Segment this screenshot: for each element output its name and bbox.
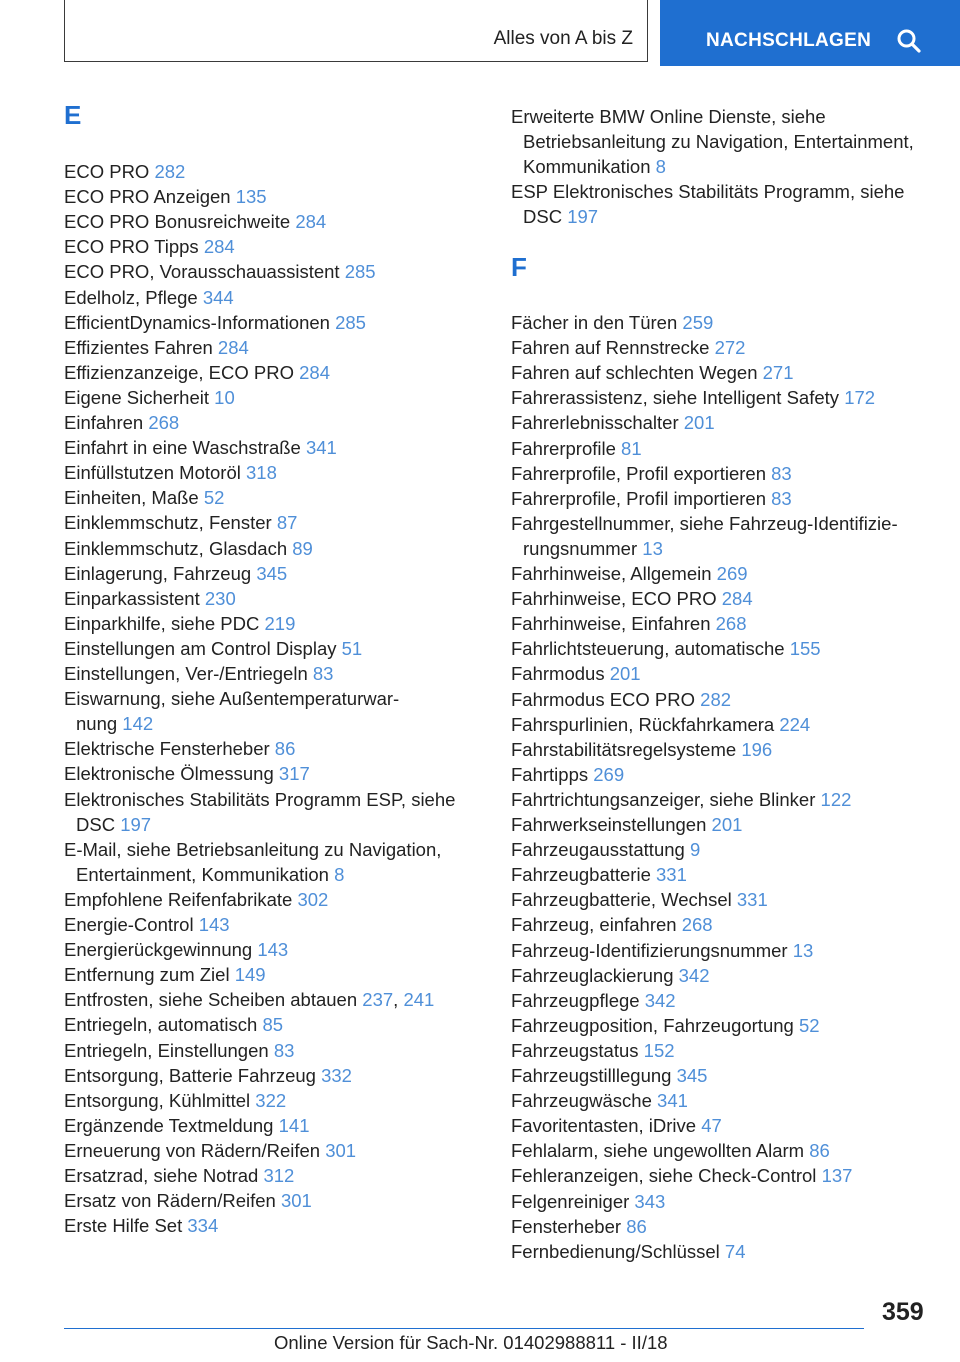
index-entry <box>511 988 941 1013</box>
page-reference-link[interactable]: 201 <box>609 663 641 685</box>
page-reference-link[interactable]: 284 <box>217 336 249 358</box>
page-reference-link[interactable]: 241 <box>403 989 435 1011</box>
page-reference-link[interactable]: 74 <box>724 1240 746 1262</box>
page-reference-link[interactable]: 52 <box>798 1014 820 1036</box>
page-reference-link[interactable]: 149 <box>234 964 266 986</box>
index-term: ECO PRO Bonusreichweite <box>64 211 291 233</box>
index-term: Effizientes Fahren <box>64 336 213 358</box>
page-reference-link[interactable]: 331 <box>656 864 687 886</box>
index-entry <box>64 937 484 962</box>
index-term: Fahrmodus ECO PRO <box>511 688 696 710</box>
index-entry <box>64 485 484 510</box>
nachschlagen-label: NACHSCHLAGEN <box>706 30 872 51</box>
header-tab[interactable] <box>64 0 648 62</box>
index-entry <box>511 310 941 335</box>
page-reference-link[interactable]: 284 <box>721 588 753 610</box>
index-term: Fehlalarm, siehe ungewollten Alarm <box>511 1140 805 1162</box>
index-entry <box>511 511 941 561</box>
page-reference-link[interactable]: 271 <box>762 362 794 384</box>
page-reference-link[interactable]: 341 <box>305 437 337 459</box>
index-entry <box>64 586 484 611</box>
index-term: Favoritentasten, iDrive <box>511 1115 697 1137</box>
index-term: Ersatzrad, siehe Notrad <box>64 1165 259 1186</box>
page-reference-link[interactable]: 343 <box>634 1190 666 1212</box>
index-entry <box>64 1088 484 1113</box>
index-entry <box>511 1088 941 1113</box>
index-entry <box>511 938 941 963</box>
index-entry <box>511 561 941 586</box>
page-reference-link[interactable]: 86 <box>626 1215 647 1237</box>
index-entry <box>511 1038 941 1063</box>
page-reference-link[interactable]: 81 <box>621 437 642 459</box>
index-term: Fahren auf schlechten Wegen <box>511 362 758 384</box>
index-term: DSC <box>523 206 563 228</box>
page-reference-link[interactable]: 269 <box>716 563 748 584</box>
page-reference-link[interactable]: 143 <box>257 939 289 961</box>
index-entry <box>64 962 484 987</box>
page-reference-link[interactable]: 282 <box>700 688 732 710</box>
index-entry <box>511 712 941 737</box>
page-reference-link[interactable]: 219 <box>264 612 296 634</box>
page-reference-link[interactable]: 47 <box>701 1115 722 1137</box>
index-entry <box>64 887 484 912</box>
page-reference-link[interactable]: 86 <box>274 738 296 760</box>
index-entry <box>64 736 484 761</box>
page-reference-link[interactable]: 259 <box>682 312 714 333</box>
index-term: Fahrhinweise, Einfahren <box>511 613 711 635</box>
index-entry <box>511 837 941 862</box>
index-term: Fahrzeugstatus <box>511 1039 639 1061</box>
header-tab-label: Alles von A bis Z <box>493 28 633 49</box>
page-reference-link[interactable]: 152 <box>643 1039 675 1061</box>
index-entry <box>64 1138 484 1163</box>
index-term: Fahrgestellnummer, siehe Fahrzeug-Identifizie- <box>511 512 898 534</box>
index-term: Entsorgung, Kühlmittel <box>64 1089 251 1111</box>
index-term: Effizienzanzeige, ECO PRO <box>64 361 294 383</box>
index-entry <box>511 862 941 887</box>
index-term: Fahrzeug, einfahren <box>511 914 677 936</box>
page-reference-link[interactable]: 342 <box>678 964 710 986</box>
index-term: Betriebsanleitung zu Navigation, Entertainment, <box>523 131 914 153</box>
index-entry <box>511 1113 941 1138</box>
page-reference-link[interactable]: 87 <box>276 512 298 534</box>
index-term: Fächer in den Türen <box>511 312 678 333</box>
page-reference-link[interactable]: 268 <box>681 914 713 936</box>
index-entry <box>64 1213 484 1238</box>
index-entry <box>64 1012 484 1037</box>
index-term: ECO PRO <box>64 161 150 182</box>
page-reference-link[interactable]: 284 <box>203 236 235 258</box>
page-reference-link[interactable]: 83 <box>771 487 792 509</box>
index-entry <box>511 1063 941 1088</box>
index-entry <box>511 1239 941 1264</box>
index-term: Fahrerassistenz, siehe Intelligent Safety <box>511 387 840 409</box>
index-term: Entfernung zum Ziel <box>64 964 230 986</box>
index-term: Fahrlichtsteuerung, automatische <box>511 638 785 660</box>
page-reference-link[interactable]: 284 <box>299 361 331 383</box>
index-term: Entertainment, Kommunikation <box>76 863 329 885</box>
page-reference-link[interactable]: 318 <box>246 462 277 484</box>
index-entry <box>511 486 941 511</box>
index-entry <box>64 536 484 561</box>
index-term: Fahrzeugbatterie, Wechsel <box>511 889 732 911</box>
index-term: Entsorgung, Batterie Fahrzeug <box>64 1064 316 1086</box>
index-entry <box>64 360 484 385</box>
index-entry <box>64 1163 484 1188</box>
index-term: EfficientDynamics-Informationen <box>64 311 330 333</box>
index-entry <box>511 1138 941 1163</box>
index-entry <box>64 1113 484 1138</box>
index-term: Felgenreiniger <box>511 1190 630 1212</box>
index-term: Fahrzeugausstattung <box>511 839 685 861</box>
index-entry <box>511 1214 941 1239</box>
page-reference-link[interactable]: 332 <box>321 1064 352 1086</box>
page-reference-link[interactable]: 344 <box>202 286 234 308</box>
index-term: Fahrzeugbatterie <box>511 864 651 886</box>
page-reference-link[interactable]: 197 <box>567 206 599 228</box>
page-reference-link[interactable]: 285 <box>344 261 376 283</box>
page-reference-link[interactable]: 86 <box>809 1140 830 1162</box>
page-reference-link[interactable]: 141 <box>278 1114 310 1136</box>
index-letter-f: F <box>511 252 527 282</box>
index-term: Einklemmschutz, Glasdach <box>64 537 288 559</box>
index-term: nung <box>76 713 118 735</box>
index-term: rungsnummer <box>523 537 638 559</box>
index-entry <box>511 360 941 385</box>
page-reference-link[interactable]: 301 <box>325 1139 357 1161</box>
index-term: Fahrzeugstilllegung <box>511 1065 672 1086</box>
index-entry <box>64 385 484 410</box>
index-term: Fahrtrichtungsanzeiger, siehe Blinker <box>511 788 816 810</box>
page-reference-link[interactable]: 201 <box>711 814 743 835</box>
index-entry <box>64 761 484 786</box>
page-reference-link[interactable]: 135 <box>235 186 267 208</box>
nachschlagen-button[interactable] <box>660 0 960 66</box>
index-entry <box>511 787 941 812</box>
index-entry <box>64 912 484 937</box>
index-term: Fahrspurlinien, Rückfahrkamera <box>511 713 775 735</box>
page-reference-link[interactable]: 345 <box>256 562 288 584</box>
index-entry <box>511 385 941 410</box>
index-term: ECO PRO Anzeigen <box>64 186 231 208</box>
footer-divider <box>64 1328 864 1329</box>
index-term: Energie-Control <box>64 914 194 935</box>
index-entry <box>511 611 941 636</box>
index-entry <box>511 912 941 937</box>
page-reference-link[interactable]: 89 <box>292 537 313 559</box>
page-reference-link[interactable]: 282 <box>154 161 186 182</box>
index-entry <box>64 686 484 736</box>
index-term: Einparkhilfe, siehe PDC <box>64 612 260 634</box>
index-entry <box>511 1163 941 1188</box>
page-reference-link[interactable]: 52 <box>203 487 225 509</box>
index-entry <box>64 611 484 636</box>
index-term: ESP Elektronisches Stabilitäts Programm, siehe <box>511 181 905 203</box>
index-term: Elektrische Fensterheber <box>64 738 270 760</box>
page-reference-link[interactable]: 272 <box>714 337 746 359</box>
index-entry <box>511 1189 941 1214</box>
index-letter-e: E <box>64 100 82 130</box>
page-reference-link[interactable]: 224 <box>779 713 811 735</box>
index-term: Fahrerprofile, Profil importieren <box>511 487 766 509</box>
page-reference-link[interactable]: 8 <box>655 156 666 178</box>
index-entry <box>64 460 484 485</box>
index-entry <box>511 1013 941 1038</box>
page-reference-link[interactable]: 322 <box>255 1089 287 1111</box>
index-entry <box>64 510 484 535</box>
index-term: Fahrzeugpflege <box>511 989 640 1011</box>
index-entry <box>511 104 941 179</box>
page-reference-link[interactable]: 345 <box>676 1065 708 1086</box>
index-term: Einklemmschutz, Fenster <box>64 512 272 534</box>
index-term: Fehleranzeigen, siehe Check-Control <box>511 1165 817 1187</box>
page-reference-link[interactable]: 341 <box>657 1090 688 1112</box>
index-term: Fahrerprofile <box>511 437 616 459</box>
index-term: Eiswarnung, siehe Außentemperaturwar- <box>64 688 400 710</box>
index-term: Kommunikation <box>523 156 651 178</box>
footer-online-version: Online Version für Sach-Nr. 01402988811 - II/18 <box>274 1332 668 1353</box>
page-reference-link[interactable]: 197 <box>120 813 152 835</box>
page-reference-link[interactable]: 196 <box>741 738 773 760</box>
page-number: 359 <box>882 1298 924 1326</box>
index-term: Fahrzeuglackierung <box>511 964 674 986</box>
index-entry <box>64 787 484 837</box>
index-term: E-Mail, siehe Betriebsanleitung zu Navigation, <box>64 838 442 860</box>
index-entry <box>64 209 484 234</box>
page-reference-link[interactable]: 230 <box>204 587 236 609</box>
search-icon <box>896 28 922 54</box>
index-entry <box>511 963 941 988</box>
index-term: Elektronisches Stabilitäts Programm ESP, siehe <box>64 788 456 810</box>
index-entry <box>511 887 941 912</box>
page-reference-link[interactable]: 172 <box>844 387 876 409</box>
index-entry <box>64 259 484 284</box>
index-term: Fahrzeugposition, Fahrzeugortung <box>511 1014 794 1036</box>
index-term: Einfahren <box>64 412 144 433</box>
index-term: Fahrhinweise, ECO PRO <box>511 588 717 610</box>
index-term: Einfüllstutzen Motoröl <box>64 462 241 484</box>
page-reference-link[interactable]: 122 <box>820 788 852 810</box>
index-entry <box>511 687 941 712</box>
index-term: Einheiten, Maße <box>64 487 199 509</box>
index-entry <box>64 1188 484 1213</box>
index-term: Entriegeln, Einstellungen <box>64 1039 269 1061</box>
index-term: Fahrhinweise, Allgemein <box>511 563 712 584</box>
page-reference-link[interactable]: 10 <box>214 386 235 408</box>
index-term: ECO PRO, Vorausschauassistent <box>64 261 340 283</box>
index-term: Erste Hilfe Set <box>64 1215 183 1237</box>
index-entry <box>511 812 941 837</box>
index-entry <box>64 410 484 435</box>
page-reference-link[interactable]: 83 <box>312 663 334 684</box>
index-entry <box>64 335 484 360</box>
index-entry <box>64 310 484 335</box>
page-reference-link[interactable]: 142 <box>122 713 154 735</box>
index-entry <box>64 435 484 460</box>
index-entry <box>64 184 484 209</box>
page-reference-link[interactable]: 155 <box>789 638 821 660</box>
index-term: Fensterheber <box>511 1215 622 1237</box>
index-term: Erneuerung von Rädern/Reifen <box>64 1139 321 1161</box>
index-entry <box>64 636 484 661</box>
page-reference-link[interactable]: 269 <box>593 763 625 785</box>
index-entry <box>64 159 484 184</box>
index-entry <box>511 436 941 461</box>
index-entry <box>511 737 941 762</box>
index-entry <box>511 762 941 787</box>
index-entry <box>511 335 941 360</box>
index-term: Fahrerprofile, Profil exportieren <box>511 462 766 484</box>
index-entry <box>64 285 484 310</box>
page-reference-link[interactable]: 268 <box>715 613 747 635</box>
index-term: Erweiterte BMW Online Dienste, siehe <box>511 106 826 127</box>
index-term: Entfrosten, siehe Scheiben abtauen <box>64 989 358 1011</box>
index-entry <box>64 234 484 259</box>
index-term: Energierückgewinnung <box>64 939 253 961</box>
index-term: Fahrzeugwäsche <box>511 1090 652 1112</box>
page-reference-link[interactable]: 51 <box>341 637 363 659</box>
index-term: ECO PRO Tipps <box>64 236 199 258</box>
page-reference-link[interactable]: 285 <box>335 311 366 333</box>
page-reference-link[interactable]: 237 <box>362 989 394 1011</box>
page-reference-link[interactable]: 284 <box>295 211 327 233</box>
index-term: Fahrmodus <box>511 663 605 685</box>
page-reference-link[interactable]: 302 <box>297 888 329 910</box>
index-term: Edelholz, Pflege <box>64 286 198 308</box>
index-entry <box>64 661 484 686</box>
index-term: Eigene Sicherheit <box>64 386 210 408</box>
index-entry <box>64 837 484 887</box>
index-term: Einparkassistent <box>64 587 200 609</box>
index-term: Entriegeln, automatisch <box>64 1014 258 1036</box>
index-term: Einstellungen am Control Display <box>64 637 337 659</box>
page-reference-link[interactable]: 143 <box>198 914 230 935</box>
index-term: Einfahrt in eine Waschstraße <box>64 437 301 459</box>
page-reference-link[interactable]: 83 <box>771 462 792 484</box>
index-entry <box>511 179 941 229</box>
page-reference-link[interactable]: 301 <box>280 1190 312 1212</box>
page-reference-link[interactable]: 317 <box>278 763 310 785</box>
index-entry <box>64 1038 484 1063</box>
index-term: Fahrtipps <box>511 763 589 785</box>
index-term: Fahren auf Rennstrecke <box>511 337 710 359</box>
index-term: Einlagerung, Fahrzeug <box>64 562 252 584</box>
index-entry <box>511 410 941 435</box>
index-term: Fernbedienung/Schlüssel <box>511 1240 720 1262</box>
page-reference-link[interactable]: 13 <box>642 537 663 559</box>
page-reference-link[interactable]: 201 <box>683 412 715 434</box>
index-entry <box>511 636 941 661</box>
page-reference-link[interactable]: 137 <box>821 1165 853 1187</box>
index-term: Ersatz von Rädern/Reifen <box>64 1190 276 1212</box>
index-term: Fahrzeug-Identifizierungsnummer <box>511 939 788 961</box>
page-reference-link[interactable]: 331 <box>736 889 768 911</box>
page-reference-link[interactable]: 85 <box>262 1014 284 1036</box>
page-reference-link[interactable]: 342 <box>644 989 676 1011</box>
index-entry <box>511 661 941 686</box>
page-reference-link[interactable]: 13 <box>792 939 814 961</box>
index-entry <box>511 586 941 611</box>
index-term: Fahrstabilitätsregelsysteme <box>511 738 737 760</box>
page-reference-link[interactable]: 83 <box>273 1039 295 1061</box>
index-term: Einstellungen, Ver-/Entriegeln <box>64 663 308 684</box>
index-term: Ergänzende Textmeldung <box>64 1114 274 1136</box>
index-term: Elektronische Ölmessung <box>64 763 274 785</box>
page-reference-link[interactable]: 8 <box>334 863 345 885</box>
index-entry <box>64 561 484 586</box>
page-reference-link[interactable]: 268 <box>148 412 180 433</box>
index-term: Fahrerlebnisschalter <box>511 412 679 434</box>
index-term: Fahrwerkseinstellungen <box>511 814 707 835</box>
index-entry <box>64 1063 484 1088</box>
index-entry: Entfrosten, siehe Scheiben abtauen 237, 241 <box>64 989 435 1011</box>
index-term: DSC <box>76 813 116 835</box>
page-reference-link[interactable]: 312 <box>263 1165 295 1186</box>
index-entry <box>511 461 941 486</box>
page-reference-link[interactable]: 9 <box>689 839 701 861</box>
index-term: Empfohlene Reifenfabrikate <box>64 888 293 910</box>
page-reference-link[interactable]: 334 <box>187 1215 219 1237</box>
